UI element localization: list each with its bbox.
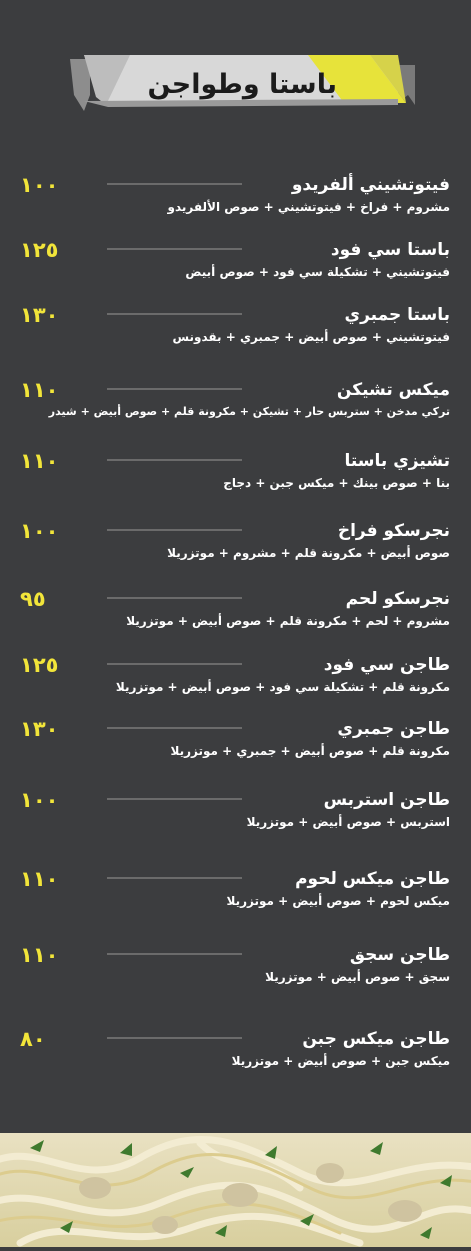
price-divider: [107, 953, 242, 955]
item-name: طاجن ميكس جبن: [302, 1029, 450, 1049]
item-price: ١٠٠: [20, 173, 59, 197]
menu-item: [0, 655, 471, 715]
item-description: استربس + صوص أبيض + موتزريلا: [246, 815, 450, 829]
item-description: تركي مدخن + ستربس حار + تشيكن + مكرونة قلم + صوص أبيض + شيدر: [48, 405, 450, 418]
price-divider: [107, 597, 242, 599]
item-description: بنا + صوص بينك + ميكس جبن + دجاج: [223, 476, 450, 490]
item-price: ١٣٠: [20, 717, 59, 741]
price-divider: [107, 727, 242, 729]
item-name: باستا جمبري: [344, 305, 450, 325]
menu-item: [0, 305, 471, 365]
price-divider: [107, 529, 242, 531]
price-divider: [107, 877, 242, 879]
item-name: فيتوتشيني ألفريدو: [291, 175, 450, 195]
price-divider: [107, 459, 242, 461]
price-divider: [107, 313, 242, 315]
item-price: ١٣٠: [20, 303, 59, 327]
menu-item: [0, 945, 471, 1005]
item-price: ١٢٥: [20, 653, 59, 677]
menu-item: [0, 451, 471, 511]
item-price: ١١٠: [20, 449, 59, 473]
item-price: ١٢٥: [20, 238, 59, 262]
item-price: ٩٥: [20, 587, 46, 611]
menu-item: [0, 521, 471, 581]
price-divider: [107, 248, 242, 250]
price-divider: [107, 798, 242, 800]
item-description: مشروم + لحم + مكرونة قلم + صوص أبيض + موتزريلا: [126, 614, 450, 628]
menu-item: [0, 790, 471, 850]
item-description: سجق + صوص أبيض + موتزريلا: [265, 970, 450, 984]
item-name: ميكس تشيكن: [336, 380, 450, 400]
price-divider: [107, 388, 242, 390]
item-price: ١١٠: [20, 867, 59, 891]
item-price: ١٠٠: [20, 519, 59, 543]
menu-item: [0, 1029, 471, 1089]
price-divider: [107, 183, 242, 185]
menu-item: [0, 175, 471, 235]
price-divider: [107, 1037, 242, 1039]
menu-item: [0, 869, 471, 929]
item-name: طاجن سي فود: [323, 655, 450, 675]
menu-item: [0, 719, 471, 779]
item-name: طاجن ميكس لحوم: [295, 869, 450, 889]
item-price: ٨٠: [20, 1027, 46, 1051]
item-name: نجرسكو فراخ: [337, 521, 450, 541]
item-description: ميكس جبن + صوص أبيض + موتزريلا: [231, 1054, 450, 1068]
item-price: ١١٠: [20, 378, 59, 402]
item-description: مكرونة قلم + صوص أبيض + جمبري + موتزريلا: [170, 744, 450, 758]
item-description: مكرونة قلم + تشكيلة سي فود + صوص أبيض + موتزريلا: [115, 680, 450, 694]
item-name: باستا سي فود: [330, 240, 450, 260]
menu-section-title: باستا وطواجن: [147, 69, 337, 100]
title-banner: [70, 55, 415, 117]
price-divider: [107, 663, 242, 665]
item-description: فيتوتشيني + صوص أبيض + جمبري + بقدونس: [172, 330, 450, 344]
menu-item: [0, 240, 471, 300]
item-name: تشيزي باستا: [344, 451, 450, 471]
pasta-food-photo-icon: [0, 1133, 471, 1247]
item-name: طاجن سجق: [349, 945, 450, 965]
item-name: طاجن استربس: [323, 790, 450, 810]
item-description: ميكس لحوم + صوص أبيض + موتزريلا: [226, 894, 450, 908]
item-price: ١٠٠: [20, 788, 59, 812]
item-price: ١١٠: [20, 943, 59, 967]
item-name: طاجن جمبري: [337, 719, 450, 739]
item-name: نجرسكو لحم: [345, 589, 450, 609]
pasta-photo: [0, 1133, 471, 1247]
item-description: صوص أبيض + مكرونة قلم + مشروم + موتزريلا: [167, 546, 450, 560]
menu-item: [0, 380, 471, 440]
item-description: مشروم + فراخ + فيتوتشيني + صوص الألفريدو: [167, 200, 450, 214]
item-description: فيتوتشيني + تشكيلة سي فود + صوص أبيض: [185, 265, 450, 279]
menu-item: [0, 589, 471, 649]
